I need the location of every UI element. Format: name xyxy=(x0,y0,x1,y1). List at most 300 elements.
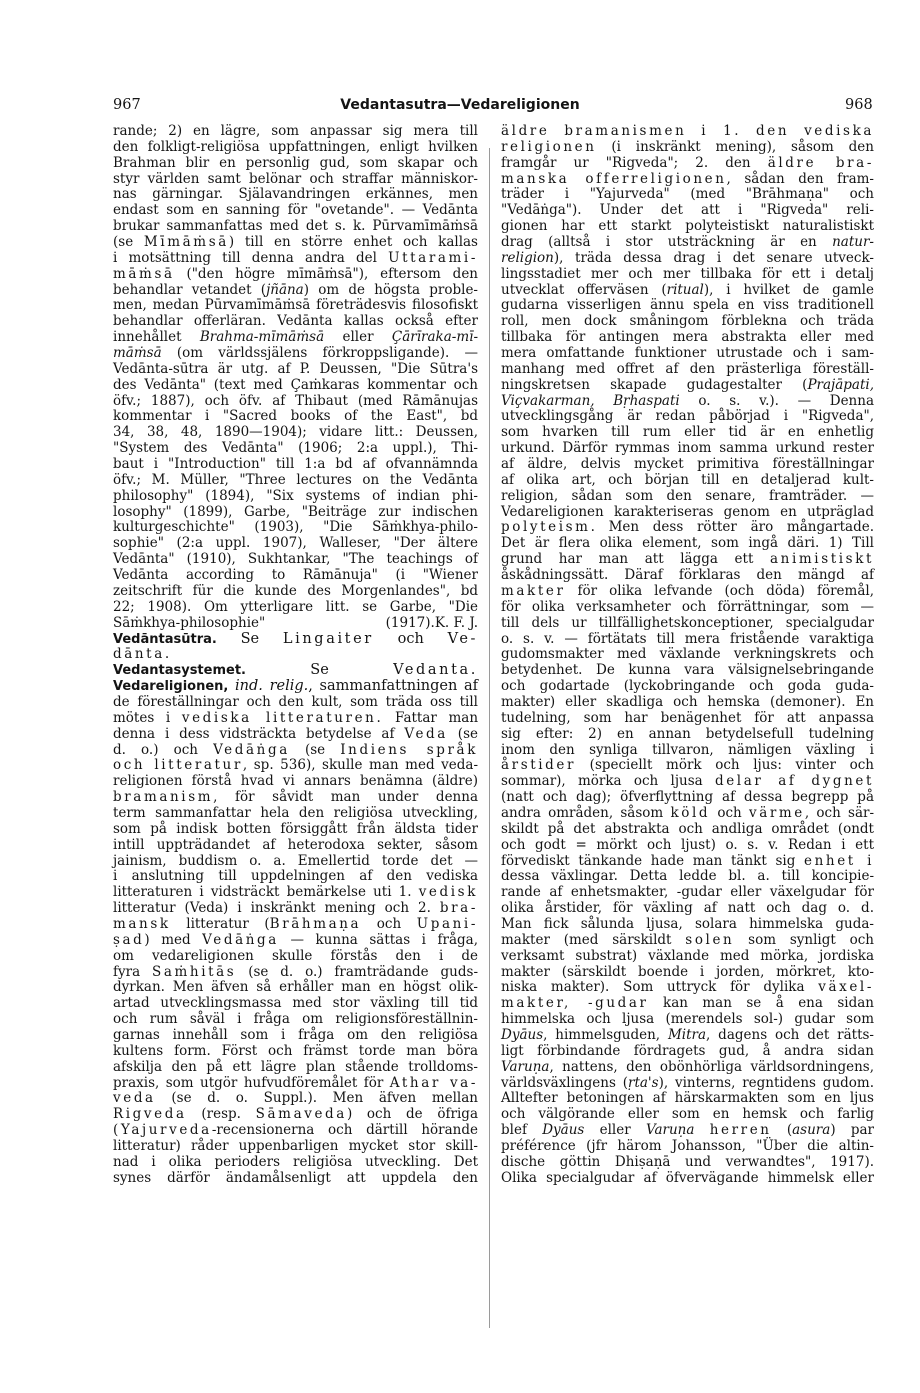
text-run: natur- xyxy=(832,234,874,251)
text-line xyxy=(113,933,478,949)
text-run: behandlar offerläran. Vedānta kallas också efter xyxy=(113,313,478,330)
text-line xyxy=(113,1091,478,1107)
text-run: innehållet xyxy=(113,329,200,346)
text-run: men, medan Pūrvamīmāṁsā företrädesvis filosofiskt xyxy=(113,297,478,314)
text-run: Upani- xyxy=(416,915,479,932)
text-line xyxy=(501,473,874,489)
text-line xyxy=(501,1076,874,1092)
text-run: Sāṁkhya-philosophie" (1917). xyxy=(113,614,435,631)
text-run: Ve- xyxy=(447,630,478,647)
text-run: ), träda dessa drag i det senare utveck- xyxy=(553,249,874,266)
text-run: Saṁhitās xyxy=(152,963,237,980)
text-run: ) och de öfriga xyxy=(346,1106,478,1123)
text-run: urkund. Därför rymmas inom samma urkund rester xyxy=(501,440,874,457)
running-title: Vedantasutra—Vedareligionen xyxy=(340,97,580,113)
text-line xyxy=(113,1060,478,1076)
text-line xyxy=(113,1155,478,1171)
text-run: zeitschrift für die kunde des Morgenlandes", bd xyxy=(113,582,478,599)
text-line xyxy=(501,378,874,394)
text-line xyxy=(501,552,874,568)
text-run: Indiens språk xyxy=(340,741,478,758)
text-run: religionen förstå hvad vi annars benämna (äldre) xyxy=(113,773,478,790)
text-run: sommar), mörka och ljusa xyxy=(501,773,715,790)
text-line xyxy=(113,1044,478,1060)
text-line xyxy=(113,314,478,330)
text-run: Varuṇa xyxy=(501,1058,550,1075)
text-run: Brāhmaṇa xyxy=(269,915,362,932)
text-line xyxy=(113,267,478,283)
text-run: mötes i xyxy=(113,709,182,726)
text-line xyxy=(501,156,874,172)
text-run: utvecklat offerväsen ( xyxy=(501,281,667,298)
text-line xyxy=(113,124,478,140)
text-line xyxy=(113,568,478,584)
text-run: Vedāṅga xyxy=(202,931,279,948)
text-run: gionen har ett starkt polyteistiskt naturalistiskt xyxy=(501,218,874,235)
text-line xyxy=(113,552,478,568)
text-line xyxy=(501,1012,874,1028)
text-run: (i inskränkt mening), såsom den xyxy=(596,138,874,155)
text-run: förvediskt tänkande hade man tänkt sig xyxy=(501,852,805,869)
text-run: träder i "Yajurveda" (med "Brāhmaṇa" och xyxy=(501,186,874,203)
text-line xyxy=(113,235,478,251)
text-line xyxy=(501,298,874,314)
text-run: öfv.; M. Müller, "Three lectures on the Vedānta xyxy=(113,471,478,488)
text-run: eller xyxy=(584,1122,646,1139)
text-run: (natt och dag); öfverflyttning af dessa begrepp på xyxy=(501,789,874,806)
text-run: litteratur (Veda) i inskränkt mening och 2. xyxy=(113,900,440,917)
text-run: manska offerreligionen xyxy=(501,170,727,187)
text-line xyxy=(501,362,874,378)
text-line xyxy=(501,124,874,140)
text-run: tudelning, som har benägenhet för att anpassa xyxy=(501,709,874,726)
text-run: de föreställningar och den kult, som träda oss till xyxy=(113,693,478,710)
text-line xyxy=(501,1107,874,1123)
text-run: 22; 1908). Om ytterligare litt. se Garbe, "Die xyxy=(113,598,478,615)
text-run: Se xyxy=(245,662,394,679)
text-run: Lingaiter xyxy=(282,630,374,647)
text-run: inom den synliga tillvaron, nämligen växling i xyxy=(501,741,874,758)
text-run: vediska litteraturen. xyxy=(181,709,384,726)
text-run: drag (alltså i stor utsträckning är en xyxy=(501,234,833,251)
text-line xyxy=(113,758,478,774)
text-line xyxy=(501,901,874,917)
text-line xyxy=(501,632,874,648)
text-line xyxy=(501,441,874,457)
text-run: enhet i xyxy=(804,852,874,869)
text-line xyxy=(113,473,478,489)
text-run: Vedāṅga xyxy=(213,741,290,758)
text-run: Uttarami- xyxy=(388,249,478,266)
left-column xyxy=(113,124,478,1187)
text-run: och välgörande eller som en hemsk och farlig xyxy=(501,1106,874,1123)
text-run: ), vinterns, regntidens gudom. xyxy=(658,1074,874,1091)
text-line xyxy=(113,838,478,854)
entry-headword: Vedareligionen, xyxy=(113,679,229,695)
entry-headword: Vedāntasūtra. xyxy=(113,631,217,647)
text-run: herren xyxy=(709,1122,772,1139)
text-run: litteratur ( xyxy=(170,915,270,932)
text-run: och godartade (lyckobringande och goda guda- xyxy=(501,678,874,695)
text-line xyxy=(501,584,874,600)
text-run: losophy" (1899), Garbe, "Beiträge zur indischen xyxy=(113,503,478,520)
text-line xyxy=(501,679,874,695)
text-run: (se d. o. Suppl.). Men äfven mellan xyxy=(155,1090,478,1107)
text-run: delar af dygnet xyxy=(714,773,874,790)
text-run: ligt förbindande fördragets gud, å andra sidan xyxy=(501,1042,874,1059)
text-run: Veda xyxy=(404,725,448,742)
text-run: kulturgeschichte" (1903), "Die Sāṁkhya-philo- xyxy=(113,519,478,536)
text-line xyxy=(113,156,478,172)
text-run: gudomsmakter med växlande verkningskrets och xyxy=(501,646,874,663)
text-line xyxy=(501,172,874,188)
text-run: Det är flera olika element, som ingå däri. 1) Till xyxy=(501,535,874,552)
text-line xyxy=(113,600,478,616)
text-line xyxy=(501,917,874,933)
text-line xyxy=(501,996,874,1012)
text-run: niska makter). Som uttryck för dylika xyxy=(501,979,819,996)
text-line xyxy=(113,711,478,727)
text-run: växel- xyxy=(818,979,874,996)
text-run: roll, men dock småningom förblekna och träda xyxy=(501,313,874,330)
text-run: Dyāus xyxy=(501,1026,544,1043)
text-line xyxy=(501,1044,874,1060)
text-run: , sp. 536), skulle man med veda- xyxy=(242,757,479,774)
text-line xyxy=(113,822,478,838)
text-run: ( xyxy=(771,1122,793,1139)
text-run: o. s. v.). — Denna xyxy=(679,392,874,409)
text-run: Se xyxy=(216,630,283,647)
text-line xyxy=(501,758,874,774)
text-line xyxy=(501,1155,874,1171)
text-line xyxy=(113,647,478,663)
text-run: makter xyxy=(501,582,566,599)
text-run: Olika specialgudar af öfvervägande himmelsk eller xyxy=(501,1169,874,1186)
text-run: kommentar i "Sacred books of the East", bd xyxy=(113,408,478,425)
text-line xyxy=(113,1171,478,1187)
text-line xyxy=(113,854,478,870)
text-line xyxy=(501,251,874,267)
text-run: fyra xyxy=(113,963,153,980)
text-run: styr världen samt belönar och straffar människor- xyxy=(113,170,478,187)
text-run: ind. relig. xyxy=(235,678,309,695)
text-run: och rum såväl i fråga om religionsföreställnin- xyxy=(113,1011,478,1028)
text-run: eller xyxy=(324,329,392,346)
text-line xyxy=(501,1060,874,1076)
text-run: polyteism xyxy=(501,519,591,536)
text-run: och xyxy=(361,915,417,932)
text-run: , sammanfattningen af xyxy=(308,678,479,695)
text-run: — kunna sättas i fråga, xyxy=(278,931,478,948)
text-line xyxy=(501,1028,874,1044)
text-run: nad i olika perioders religiösa utveckling. Det xyxy=(113,1153,478,1170)
text-run: olika årstider, för växling af natt och dag o. d. xyxy=(501,900,874,917)
text-run: dessa växlingar. Detta ledde bl. a. till koncipie- xyxy=(501,868,874,885)
text-run: , himmelsguden, xyxy=(543,1026,668,1043)
text-run: asura xyxy=(792,1122,831,1139)
text-run: litteraturen i vidsträckt bemärkelse uti 1. xyxy=(113,884,419,901)
text-run: lingsstadiet mer och mer tillbaka för ett i detalj xyxy=(501,265,874,282)
text-line xyxy=(113,1012,478,1028)
text-run: ) par xyxy=(830,1122,874,1139)
text-run: i anslutning till uppdelningen af den vediska xyxy=(113,868,478,885)
text-run: (se xyxy=(447,725,478,742)
text-line xyxy=(501,394,874,410)
text-line xyxy=(113,806,478,822)
text-line xyxy=(501,806,874,822)
text-line xyxy=(501,219,874,235)
text-run: dānta. xyxy=(113,646,172,663)
text-run: K. F. J. xyxy=(434,614,478,631)
text-line xyxy=(113,251,478,267)
text-line xyxy=(113,949,478,965)
text-run: öfv.; 1887), och öfv. af Thibaut (med Rāmānujas xyxy=(113,392,478,409)
text-line xyxy=(113,980,478,996)
text-run: , för såvidt man under denna xyxy=(213,789,478,806)
text-line xyxy=(501,869,874,885)
text-run: och godt = mörkt och ljust) o. s. v. Redan i ett xyxy=(501,836,874,853)
text-run: Vedareligionen karakteriseras genom en utpräglad xyxy=(501,503,874,520)
text-line xyxy=(501,1139,874,1155)
text-run: himmelska och ljusa (merendels sol-) gudar som xyxy=(501,1011,874,1028)
text-run: solen xyxy=(685,931,735,948)
text-run: bra- xyxy=(439,900,478,917)
text-run: åskådningssätt. Däraf förklaras den mängd af xyxy=(501,567,874,584)
text-run: ṣad xyxy=(113,931,145,948)
text-line xyxy=(113,346,478,362)
text-run: religionen xyxy=(501,138,597,155)
text-line xyxy=(113,172,478,188)
text-line xyxy=(113,1028,478,1044)
text-run: värme xyxy=(748,804,805,821)
text-run: Varuṇa xyxy=(645,1122,695,1139)
text-run: vedisk xyxy=(418,884,478,901)
entry-headword: Vedantasystemet. xyxy=(113,663,246,679)
text-run: som på indisk botten försiggått från äldsta tider xyxy=(113,820,478,837)
text-run: (se xyxy=(289,741,341,758)
text-line xyxy=(113,457,478,473)
text-run: världsväxlingens ( xyxy=(501,1074,628,1091)
text-run: animistiskt xyxy=(770,551,874,568)
text-line xyxy=(113,520,478,536)
text-run: (se d. o.) framträdande guds- xyxy=(236,963,479,980)
text-line xyxy=(113,203,478,219)
text-line xyxy=(501,314,874,330)
text-run: jñāna xyxy=(266,281,304,298)
text-line xyxy=(501,727,874,743)
text-line xyxy=(113,695,478,711)
text-run: d. o.) och xyxy=(113,741,214,758)
text-line xyxy=(501,711,874,727)
text-run: om vedareligionen skulle förstås den i de xyxy=(113,947,478,964)
text-run: baut i "Introduction" till 1:a bd af ofvannämnda xyxy=(113,456,478,473)
text-line xyxy=(501,695,874,711)
text-line xyxy=(501,1171,874,1187)
text-run: préférence (jfr härom Johansson, "Über die altin- xyxy=(501,1138,874,1154)
text-run: manhang med offret af den prästerliga föreställ- xyxy=(501,360,874,377)
text-run: ) med xyxy=(144,931,203,948)
text-line xyxy=(501,616,874,632)
text-run: för olika lefvande (och döda) föremål, xyxy=(565,582,874,599)
text-line xyxy=(501,933,874,949)
text-line xyxy=(113,774,478,790)
text-line xyxy=(113,616,478,632)
text-run: grund har man att lägga ett xyxy=(501,551,771,568)
text-line xyxy=(113,679,478,695)
text-line xyxy=(113,869,478,885)
text-line xyxy=(501,187,874,203)
text-run: , nattens, den obönhörliga världsordningens, xyxy=(549,1058,874,1075)
text-line xyxy=(113,663,478,679)
text-run: mansk xyxy=(113,915,171,932)
text-run: Mitra xyxy=(667,1026,707,1043)
text-line xyxy=(113,965,478,981)
text-run: , dagens och det rätts- xyxy=(706,1026,874,1043)
text-run: sig efter: 2) en annan betydelsefull tudelning xyxy=(501,725,874,742)
text-run: (se xyxy=(113,234,144,251)
text-run: Vedānta-sūtra är utg. af P. Deussen, "Die Sūtra's xyxy=(113,360,478,377)
text-line xyxy=(113,743,478,759)
text-line xyxy=(113,885,478,901)
text-run: ), i hvilket de gamle xyxy=(703,281,874,298)
text-run: som hvarken till rum eller tid är en enhetlig xyxy=(501,424,874,441)
text-run: makter) eller skadliga och hemska (demoner). En xyxy=(501,693,874,710)
text-run: och xyxy=(373,630,448,647)
text-line xyxy=(113,219,478,235)
text-run: "Vedāṅga"). Under det att i "Rigveda" reli- xyxy=(501,202,874,219)
text-run: religion, sådan som den senare, framträder. — xyxy=(501,487,874,504)
text-run: i motsättning till denna andra del xyxy=(113,249,389,266)
text-run: religion xyxy=(501,249,554,266)
text-run: Vedānta according to Rāmānuja" (i "Wiener xyxy=(113,567,478,584)
text-line xyxy=(501,489,874,505)
text-line xyxy=(501,647,874,663)
text-line xyxy=(501,283,874,299)
text-run: makter (med särskildt xyxy=(501,931,686,948)
text-line xyxy=(113,378,478,394)
text-run: Man fick sålunda ljusa, solara himmelska guda- xyxy=(501,915,874,932)
text-run: artad utvecklingsmassa med stor växling till tid xyxy=(113,995,478,1012)
text-run: äldre bramanismen i 1. den vediska xyxy=(501,123,874,139)
text-run: nas gärningar. Själavandringen erkännes, men xyxy=(113,186,478,203)
text-run: brukar sammanfattas med det s. k. Pūrvamīmāṁsā xyxy=(113,218,478,235)
text-line xyxy=(501,235,874,251)
text-run: makter, -gudar xyxy=(501,995,649,1012)
text-line xyxy=(113,536,478,552)
text-line xyxy=(113,394,478,410)
text-line xyxy=(501,520,874,536)
text-run: ) till en större enhet och kallas xyxy=(228,234,478,251)
text-run: ritual xyxy=(666,281,704,298)
text-line xyxy=(113,409,478,425)
text-run: māṁsā xyxy=(113,265,175,282)
text-line xyxy=(501,346,874,362)
text-run: (speciellt mörk och ljus: vinter och xyxy=(576,757,874,774)
text-run: bramanism xyxy=(113,789,214,806)
text-line xyxy=(113,187,478,203)
text-line xyxy=(501,1091,874,1107)
text-line xyxy=(113,790,478,806)
text-run: philosophy" (1894), "Six systems of indian phi- xyxy=(113,487,478,504)
text-run: praxis, som utgör hufvudföremålet för xyxy=(113,1074,390,1091)
text-run xyxy=(694,1122,709,1138)
text-run: māṁsā xyxy=(113,345,162,362)
text-run: blef xyxy=(501,1122,543,1139)
text-line xyxy=(113,901,478,917)
text-line xyxy=(113,632,478,648)
text-run: Brahma-mīmāṁsā xyxy=(199,329,325,346)
text-line xyxy=(501,663,874,679)
text-run: andra områden, såsom xyxy=(501,804,671,821)
text-line xyxy=(501,838,874,854)
text-run: årstider xyxy=(501,757,577,774)
text-line xyxy=(501,854,874,870)
text-run: Fattar man xyxy=(383,709,479,726)
text-line xyxy=(501,949,874,965)
text-run: ṛta's xyxy=(627,1074,659,1091)
right-column xyxy=(501,124,874,1187)
text-run: intill uppträdandet af heterodoxa sekter, såsom xyxy=(113,836,478,853)
text-line xyxy=(113,917,478,933)
text-run: denna i dess vidsträckta betydelse af xyxy=(113,725,405,742)
text-line xyxy=(501,536,874,552)
text-line xyxy=(113,330,478,346)
text-line xyxy=(113,996,478,1012)
text-run: framgår ur "Rigveda"; 2. den xyxy=(501,154,768,171)
text-run: gudarna visserligen ännu spela en viss traditionell xyxy=(501,297,874,314)
text-line xyxy=(501,330,874,346)
text-run: jainism, buddism o. a. Emellertid torde det — xyxy=(113,852,478,869)
text-run: term sammanfattar hela den religiösa utveckling, xyxy=(113,804,478,821)
text-run: dische göttin Dhiṣaṇā und verwandtes", 1917). xyxy=(501,1153,874,1170)
text-run: , och sär- xyxy=(804,804,875,821)
text-line xyxy=(501,568,874,584)
text-run: och litteratur xyxy=(113,757,243,774)
text-line xyxy=(501,822,874,838)
text-run: verksamt substrat) växlande med mörka, jordiska xyxy=(501,947,874,964)
text-run: , sådan den fram- xyxy=(726,170,874,187)
text-run: för olika verksamheter och förrättningar, som — xyxy=(501,598,874,615)
text-line xyxy=(501,980,874,996)
text-line xyxy=(501,425,874,441)
text-run: Vedanta. xyxy=(393,662,478,679)
text-line xyxy=(113,727,478,743)
text-run: ) om de högsta proble- xyxy=(303,281,478,298)
text-run: Alltefter betoningen af härskarmakten som en ljus xyxy=(501,1090,874,1107)
text-run: behandlar vetandet ( xyxy=(113,281,267,298)
text-run: som synligt och xyxy=(734,931,874,948)
text-line xyxy=(501,885,874,901)
text-run: Rigveda xyxy=(113,1106,187,1123)
text-run: endast som en sanning för "ovetande". — Vedānta xyxy=(113,202,478,219)
text-run: garnas innehåll som i fråga om den religiösa xyxy=(113,1026,478,1043)
text-run: o. s. v. — förtätats till mera fristående varaktiga xyxy=(501,630,874,647)
text-run: tillbaka för antingen mera abstrakta eller med xyxy=(501,329,874,346)
text-line xyxy=(501,267,874,283)
text-run: Prajāpati, xyxy=(807,376,874,393)
text-run: af äldre, delvis mycket primitiva föreställningar xyxy=(501,456,874,473)
text-line xyxy=(501,743,874,759)
text-line xyxy=(113,140,478,156)
text-line xyxy=(501,790,874,806)
text-run: -recensionerna och därtill hörande xyxy=(211,1122,478,1139)
text-run: rande af enhetsmakter, -gudar eller växelgudar för xyxy=(501,884,874,901)
text-run: köld xyxy=(670,804,711,821)
text-run: synes därför ändamålsenligt att uppdela den xyxy=(113,1169,478,1186)
text-run: makter (särskildt boende i jorden, mörkret, kto- xyxy=(501,963,874,980)
text-run: Athar va- xyxy=(389,1074,478,1091)
page-number-left: 967 xyxy=(113,97,141,113)
